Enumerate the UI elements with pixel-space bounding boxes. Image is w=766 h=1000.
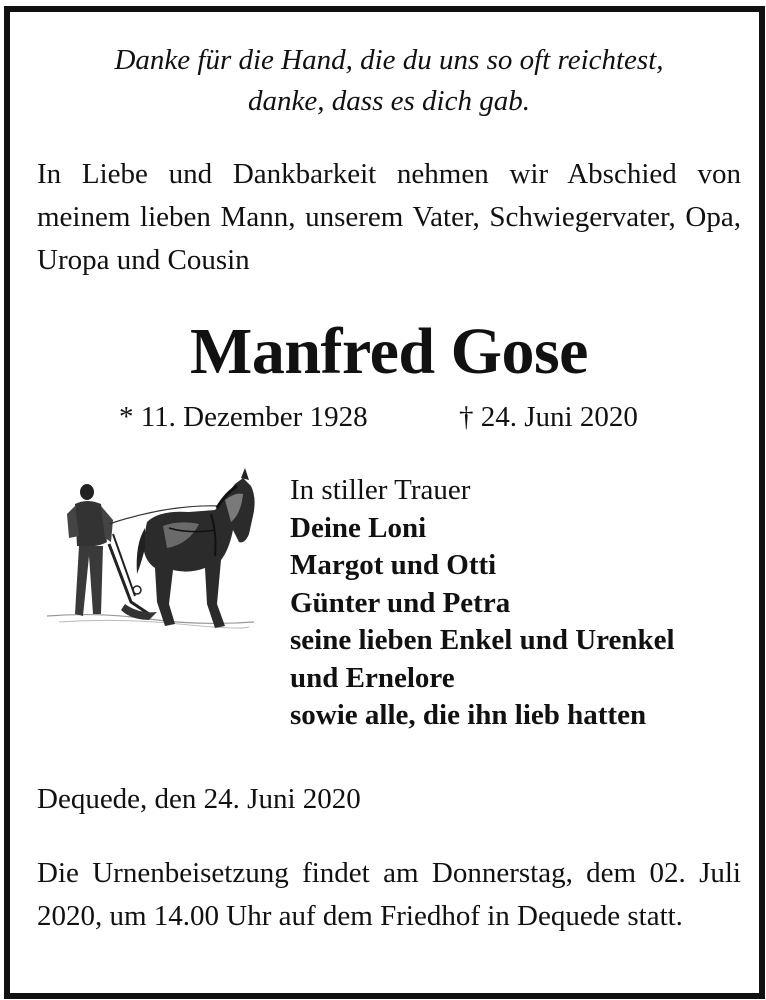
mourners-intro: In stiller Trauer (290, 474, 471, 506)
death-date: † 24. Juni 2020 (459, 401, 638, 433)
mourner-line: sowie alle, die ihn lieb hatten (290, 699, 647, 731)
deceased-name: Manfred Gose (190, 315, 588, 388)
motto (37, 40, 741, 122)
obituary-frame (4, 6, 765, 999)
mourner-line: Deine Loni (290, 511, 427, 544)
motto-line-1: Danke für die Hand, die du uns so oft reichtest, (114, 44, 664, 76)
mourner-line: und Ernelore (290, 661, 455, 694)
birth-date: * 11. Dezember 1928 (119, 401, 368, 433)
mourner-line: seine lieben Enkel und Urenkel (290, 624, 675, 656)
motto-line-2: danke, dass es dich gab. (248, 85, 530, 117)
mourners-block (290, 472, 675, 735)
place-and-date: Dequede, den 24. Juni 2020 (37, 783, 361, 815)
burial-notice: Die Urnenbeisetzung findet am Donnerstag, dem 02. Juli 2020, um 14.00 Uhr auf dem Friedhof in Dequede statt. (37, 857, 741, 932)
intro-text: In Liebe und Dankbarkeit nehmen wir Abschied von meinem lieben Mann, unserem Vater, Schwiegervater, Opa, Uropa und Cousin (37, 158, 741, 276)
mourner-line: Günter und Petra (290, 586, 511, 619)
obituary-content (37, 12, 741, 993)
farmer-plowing-with-horse-icon (39, 464, 261, 642)
mourner-line: Margot und Otti (290, 549, 497, 581)
